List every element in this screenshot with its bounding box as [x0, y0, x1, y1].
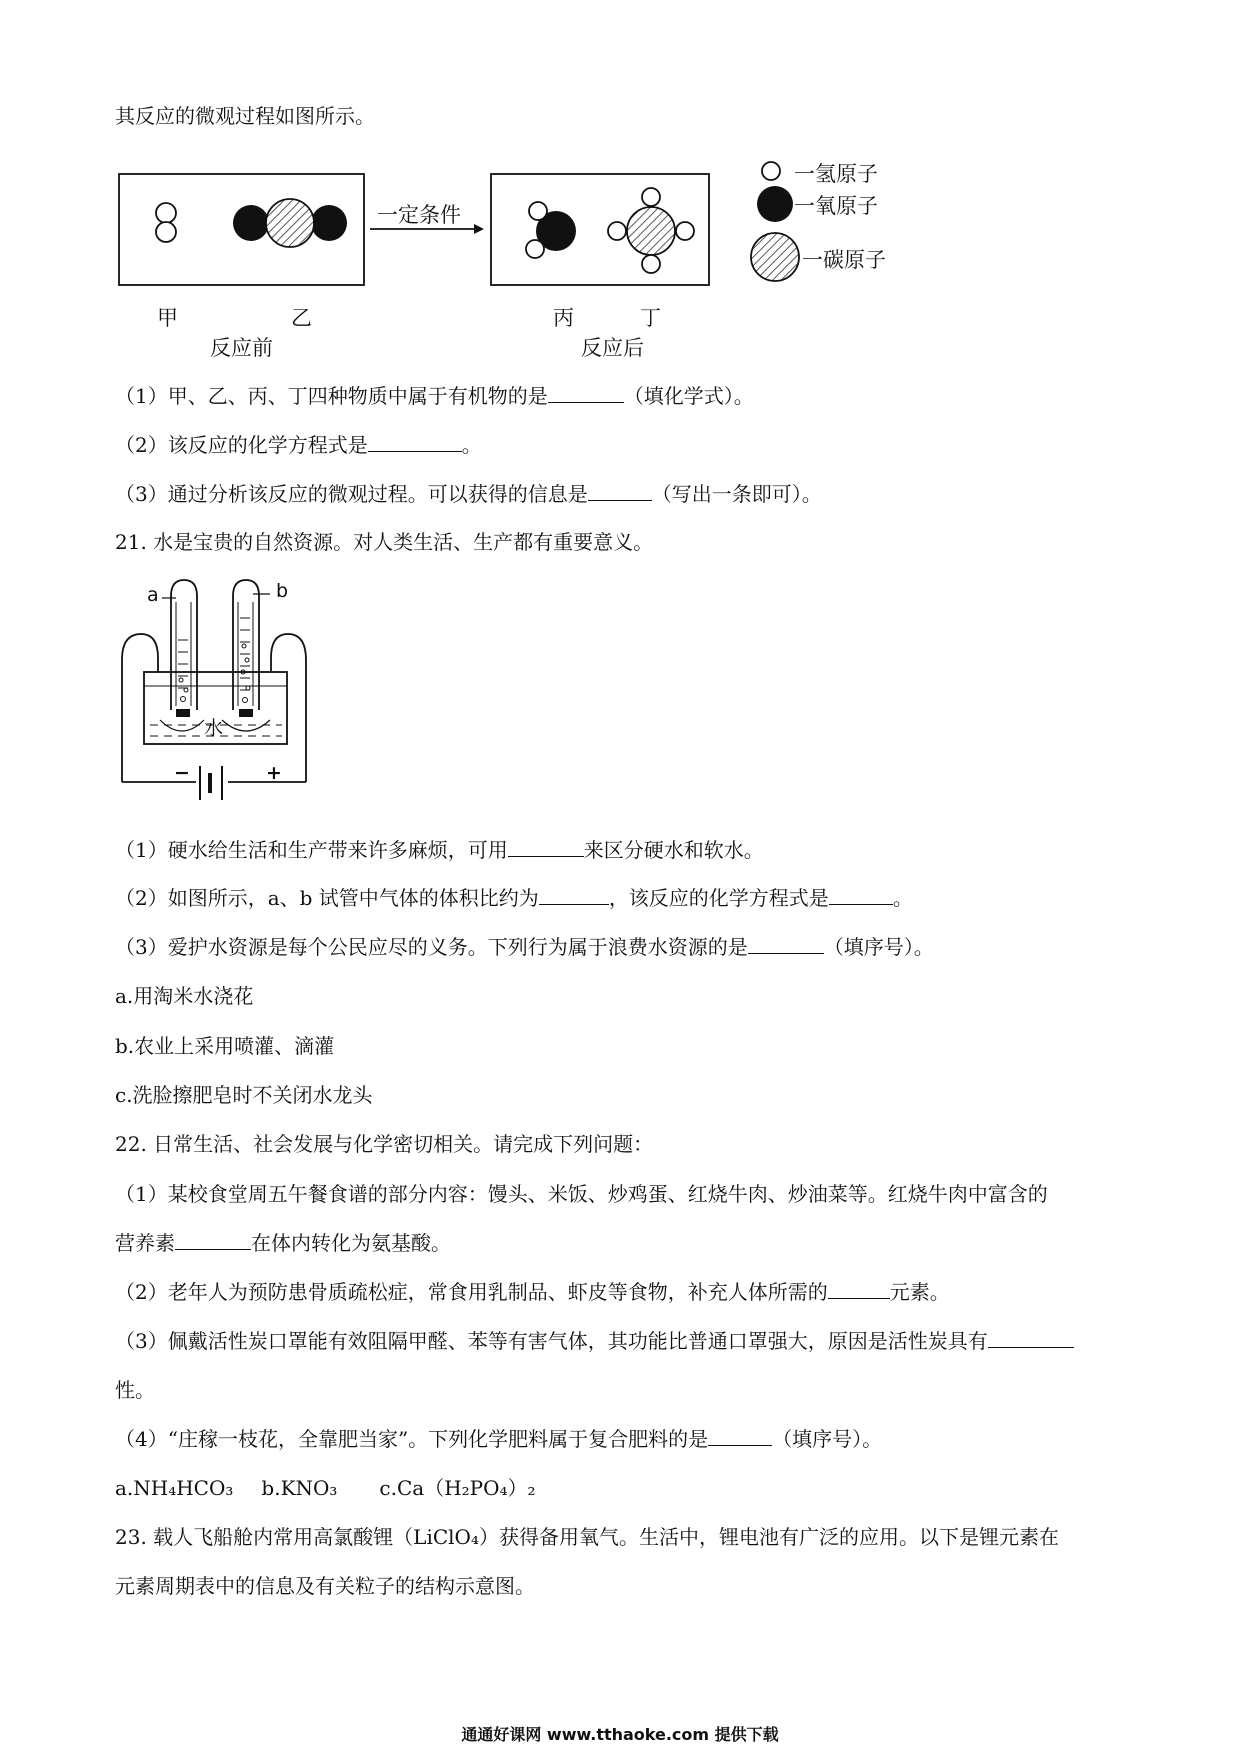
- hydrogen-atom: [529, 202, 547, 220]
- q21-option-b: b.农业上采用喷灌、滴灌: [115, 1034, 335, 1058]
- label-ding: 丁: [640, 306, 661, 330]
- q22-sub2: （2）老年人为预防患骨质疏松症，常食用乳制品、虾皮等食物，补充人体所需的 元素。: [115, 1280, 950, 1304]
- hydrogen-atom: [642, 188, 660, 206]
- q22-sub1-line2: 营养素 在体内转化为氨基酸。: [115, 1231, 451, 1255]
- q22-sub3-line2: 性。: [115, 1378, 155, 1402]
- after-label: 反应后: [581, 336, 644, 360]
- q20-sub3: （3）通过分析该反应的微观过程。可以获得的信息是 （写出一条即可）。: [115, 482, 822, 506]
- q22-sub1-line1: （1）某校食堂周五午餐食谱的部分内容：馒头、米饭、炒鸡蛋、红烧牛肉、炒油菜等。红烧牛肉中富含的: [115, 1182, 1048, 1206]
- label-jia: 甲: [157, 306, 178, 330]
- carbon-atom: [627, 207, 675, 255]
- label-yi: 乙: [291, 306, 312, 330]
- q23-line2: 元素周期表中的信息及有关粒子的结构示意图。: [115, 1574, 535, 1598]
- legend-hydrogen-label: 一氢原子: [794, 162, 878, 186]
- q21-stem: 21. 水是宝贵的自然资源。对人类生活、生产都有重要意义。: [115, 530, 654, 554]
- hydrogen-atom: [676, 222, 694, 240]
- page-footer: 通通好课网 www.tthaoke.com 提供下载: [461, 1725, 779, 1744]
- electrode-a: [176, 709, 190, 717]
- before-label: 反应前: [210, 336, 273, 360]
- hydrogen-atom: [608, 222, 626, 240]
- hydrogen-atom: [526, 240, 544, 258]
- legend-oxygen-label: 一氧原子: [794, 194, 878, 218]
- q21-sub3: （3）爱护水资源是每个公民应尽的义务。下列行为属于浪费水资源的是 （填序号）。: [115, 935, 934, 959]
- q22-options: a.NH₄HCO₃ b.KNO₃ c.Ca（H₂PO₄）₂: [115, 1476, 536, 1500]
- plus-terminal: +: [266, 762, 282, 784]
- minus-terminal: −: [174, 762, 190, 784]
- q20-sub2: （2）该反应的化学方程式是 。: [115, 433, 482, 457]
- arrow-label: 一定条件: [377, 203, 461, 227]
- gas-bubbles: [179, 644, 250, 703]
- legend-hydrogen: [762, 162, 780, 180]
- q20-sub1: （1）甲、乙、丙、丁四种物质中属于有机物的是 （填化学式）。: [115, 384, 754, 408]
- q21-sub1: （1）硬水给生活和生产带来许多麻烦，可用 来区分硬水和软水。: [115, 838, 764, 862]
- q22-stem: 22. 日常生活、社会发展与化学密切相关。请完成下列问题：: [115, 1132, 654, 1156]
- q22-sub3-line1: （3）佩戴活性炭口罩能有效阻隔甲醛、苯等有害气体，其功能比普通口罩强大，原因是活性炭具有: [115, 1327, 1074, 1355]
- q23-line1: 23. 载人飞船舱内常用高氯酸锂（LiClO₄）获得备用氧气。生活中，锂电池有广泛的应用。以下是锂元素在: [115, 1525, 1059, 1549]
- intro-text: 其反应的微观过程如图所示。: [115, 104, 375, 128]
- legend-carbon-label: 一碳原子: [802, 248, 886, 272]
- legend-carbon: [751, 233, 799, 281]
- q21-option-c: c.洗脸擦肥皂时不关闭水龙头: [115, 1083, 373, 1107]
- legend-oxygen: [757, 186, 793, 222]
- q22-sub4: （4）“庄稼一枝花，全靠肥当家”。下列化学肥料属于复合肥料的是 （填序号）。: [115, 1427, 883, 1451]
- electrode-b: [239, 709, 253, 717]
- q21-option-a: a.用淘米水浇花: [115, 984, 254, 1008]
- hydrogen-atom: [642, 255, 660, 273]
- oxygen-atom: [311, 205, 347, 241]
- tube-a-label: a: [147, 584, 159, 606]
- label-bing: 丙: [553, 306, 574, 330]
- water-label: 水: [204, 717, 224, 739]
- hydrogen-atom: [156, 222, 176, 242]
- carbon-atom: [266, 199, 314, 247]
- q21-sub2: （2）如图所示，a、b 试管中气体的体积比约为 ，该反应的化学方程式是 。: [115, 886, 913, 910]
- hydrogen-atom: [156, 203, 176, 223]
- tube-b-label: b: [276, 580, 289, 602]
- oxygen-atom: [233, 205, 269, 241]
